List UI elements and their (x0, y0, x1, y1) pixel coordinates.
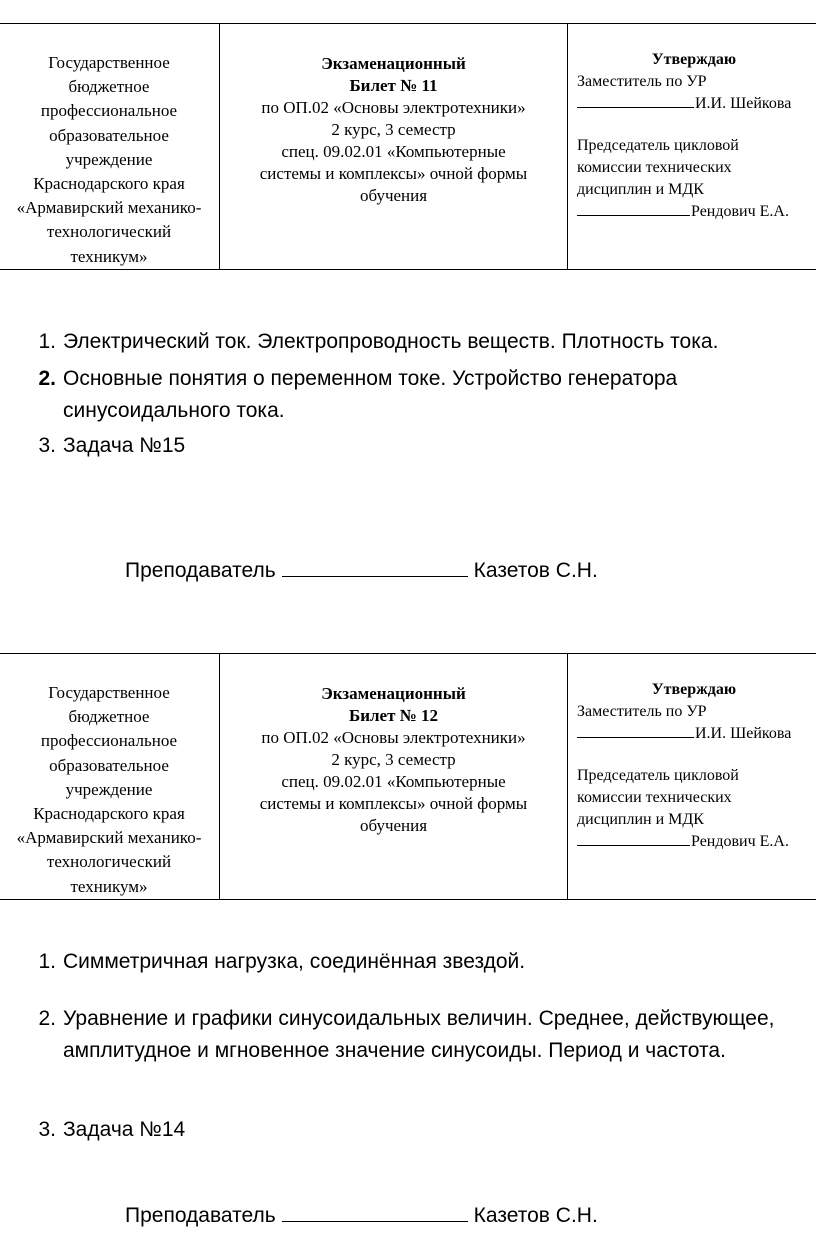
chair-line-2: комиссии технических (577, 789, 732, 806)
deputy-title: Заместитель по УР (577, 73, 707, 90)
institution-name: Государственное бюджетное профессиональное образовательное учреждение Краснодарского края «Армавирский механико- технологический техникум» (16, 53, 202, 266)
approval-cell (568, 654, 816, 900)
ticket-number: Билет № 11 (349, 76, 438, 95)
chair-signature: Рендович Е.А. (577, 831, 816, 853)
study-form: обучения (359, 816, 428, 835)
ticket-header-table (0, 653, 816, 900)
subject: по ОП.02 «Основы электротехники» (261, 728, 526, 747)
teacher-signature: Преподаватель Казетов С.Н. (125, 559, 598, 582)
signature-line (282, 558, 468, 577)
exam-title: Экзаменационный (321, 684, 466, 703)
exam-title: Экзаменационный (321, 54, 466, 73)
signature-line (577, 723, 694, 738)
chair-line-1: Председатель цикловой (577, 137, 739, 154)
approval-cell (568, 24, 816, 270)
approve-title: Утверждаю (651, 681, 737, 698)
signature-line (577, 201, 690, 216)
deputy-signature: И.И. Шейкова (577, 723, 816, 745)
ticket-title-cell (220, 24, 568, 270)
study-form: обучения (359, 186, 428, 205)
specialty: спец. 09.02.01 «Компьютерные системы и комплексы» очной формы (259, 772, 528, 813)
specialty: спец. 09.02.01 «Компьютерные системы и комплексы» очной формы (259, 142, 528, 183)
course: 2 курс, 3 семестр (331, 120, 456, 139)
institution-name: Государственное бюджетное профессиональное образовательное учреждение Краснодарского края «Армавирский механико- технологический техникум» (16, 683, 202, 896)
ticket-number: Билет № 12 (348, 706, 439, 725)
chair-line-3: дисциплин и МДК (577, 811, 704, 828)
ticket-header-table (0, 23, 816, 270)
chair-line-3: дисциплин и МДК (577, 181, 704, 198)
institution-cell (0, 24, 220, 270)
approve-title: Утверждаю (651, 51, 737, 68)
chair-signature: Рендович Е.А. (577, 201, 816, 223)
signature-line (577, 831, 690, 846)
chair-line-1: Председатель цикловой (577, 767, 739, 784)
course: 2 курс, 3 семестр (331, 750, 456, 769)
institution-cell (0, 654, 220, 900)
deputy-signature: И.И. Шейкова (577, 93, 816, 115)
signature-line (282, 1203, 468, 1222)
chair-line-2: комиссии технических (577, 159, 732, 176)
teacher-signature: Преподаватель Казетов С.Н. (125, 1204, 598, 1227)
deputy-title: Заместитель по УР (577, 703, 707, 720)
ticket-title-cell (220, 654, 568, 900)
signature-line (577, 93, 694, 108)
subject: по ОП.02 «Основы электротехники» (261, 98, 526, 117)
